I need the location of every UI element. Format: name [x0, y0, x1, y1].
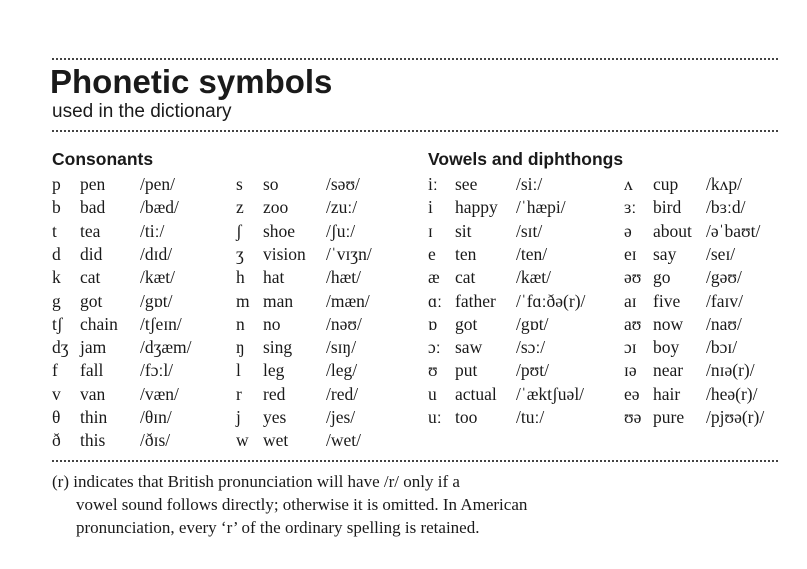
consonant-symbol: m	[236, 290, 250, 311]
consonant-symbol: g	[52, 290, 61, 311]
vowel-word: hair	[653, 383, 681, 404]
consonant-word: got	[80, 290, 103, 311]
vowel-ipa: /heə(r)/	[706, 383, 758, 404]
vowel-word: about	[653, 220, 692, 241]
vowel-ipa: /gɒt/	[516, 313, 549, 334]
consonant-word: thin	[80, 407, 108, 427]
vowel-word: boy	[653, 337, 680, 358]
vowel-word: ten	[455, 243, 477, 264]
vowel-symbol: aɪ	[624, 290, 637, 311]
consonant-ipa: /bæd/	[140, 197, 179, 218]
vowel-ipa: /sɪt/	[516, 220, 543, 241]
vowel-word: father	[455, 290, 496, 311]
vowel-ipa: /nɪə(r)/	[706, 360, 755, 381]
consonant-ipa: /wet/	[326, 430, 361, 451]
consonant-ipa: /hæt/	[326, 267, 362, 288]
consonant-ipa: /jes/	[326, 407, 356, 427]
vowel-symbol: ɪ	[428, 220, 433, 241]
consonant-word: van	[80, 383, 106, 404]
vowel-ipa: /naʊ/	[706, 313, 742, 334]
vowel-word: go	[653, 267, 671, 288]
vowel-ipa: /ˈæktʃuəl/	[516, 383, 585, 404]
consonant-word: bad	[80, 197, 106, 218]
consonant-word: zoo	[263, 197, 289, 218]
consonant-ipa: /nəʊ/	[326, 313, 362, 334]
vowel-symbol: ʊ	[428, 360, 438, 381]
vowel-word: cat	[455, 267, 476, 288]
vowel-word: sit	[455, 220, 472, 241]
vowel-ipa: /pjʊə(r)/	[706, 407, 765, 427]
vowel-symbol: æ	[428, 267, 440, 288]
vowel-ipa: /bɔɪ/	[706, 337, 738, 358]
consonant-word: cat	[80, 267, 101, 288]
consonant-ipa: /sɪŋ/	[326, 337, 357, 358]
consonant-word: sing	[263, 337, 293, 358]
vowel-ipa: /faɪv/	[706, 290, 743, 311]
page-subtitle: used in the dictionary	[52, 101, 232, 122]
vowel-ipa: /kʌp/	[706, 174, 742, 194]
consonant-symbol: v	[52, 383, 61, 404]
consonant-symbol: p	[52, 174, 61, 194]
consonant-symbol: b	[52, 197, 61, 218]
consonant-symbol: k	[52, 267, 61, 288]
consonant-ipa: /væn/	[140, 383, 179, 404]
vowel-symbol: ɒ	[428, 313, 438, 334]
consonant-ipa: /leg/	[326, 360, 358, 381]
consonant-symbol: h	[236, 267, 245, 288]
vowel-ipa: /bɜːd/	[706, 197, 746, 218]
consonant-symbol: d	[52, 243, 61, 264]
vowel-symbol: ʌ	[624, 174, 633, 194]
vowels-heading: Vowels and diphthongs	[428, 149, 624, 169]
vowel-word: got	[455, 313, 478, 334]
consonant-symbol: j	[236, 407, 241, 427]
consonant-word: vision	[263, 243, 306, 264]
page-title: Phonetic symbols	[50, 63, 333, 100]
vowel-symbol: i	[428, 197, 433, 218]
consonant-word: man	[263, 290, 294, 311]
vowel-ipa: /ten/	[516, 243, 548, 264]
footnote	[52, 470, 792, 539]
vowel-symbol: ʊə	[624, 407, 642, 427]
vowel-symbol: ɜː	[624, 197, 637, 218]
header-dotted-rule	[52, 130, 778, 132]
consonant-symbol: t	[52, 220, 57, 241]
vowel-word: bird	[653, 197, 682, 218]
consonant-symbol: f	[52, 360, 58, 381]
consonant-ipa: /tiː/	[140, 220, 165, 241]
vowel-word: actual	[455, 383, 497, 404]
consonant-ipa: /səʊ/	[326, 174, 360, 194]
vowel-symbol: ɔɪ	[624, 337, 637, 358]
vowel-word: happy	[455, 197, 498, 218]
consonant-ipa: /tʃeɪn/	[140, 313, 182, 334]
footnote-line-1: (r) indicates that British pronunciation will have /r/ only if a	[52, 472, 460, 491]
consonant-word: did	[80, 243, 103, 264]
vowel-word: say	[653, 243, 677, 264]
vowel-symbol: aʊ	[624, 313, 642, 334]
consonant-ipa: /fɔːl/	[140, 360, 174, 381]
consonant-ipa: /pen/	[140, 174, 175, 194]
consonant-symbol: θ	[52, 407, 61, 427]
consonant-word: so	[263, 174, 279, 194]
vowel-word: see	[455, 174, 478, 194]
consonant-ipa: /ʃuː/	[326, 220, 356, 241]
consonant-symbol: l	[236, 360, 241, 381]
vowel-word: put	[455, 360, 478, 381]
consonant-word: jam	[80, 337, 107, 358]
consonant-symbol: w	[236, 430, 249, 451]
vowel-symbol: iː	[428, 174, 438, 194]
vowel-symbol: ə	[624, 220, 632, 241]
consonant-ipa: /ðɪs/	[140, 430, 171, 451]
vowel-symbol: u	[428, 383, 437, 404]
vowel-symbol: uː	[428, 407, 442, 427]
vowel-ipa: /ˈhæpi/	[516, 197, 566, 218]
vowel-word: near	[653, 360, 684, 381]
consonant-symbol: z	[236, 197, 244, 218]
top-dotted-rule	[52, 58, 778, 60]
consonant-word: pen	[80, 174, 106, 194]
consonants-heading: Consonants	[52, 149, 154, 169]
vowel-ipa: /sɔː/	[516, 337, 546, 358]
vowel-symbol: eɪ	[624, 243, 637, 264]
consonant-word: wet	[263, 430, 289, 451]
consonant-ipa: /gɒt/	[140, 290, 173, 311]
vowel-symbol: eə	[624, 383, 640, 404]
footnote-line-2: vowel sound follows directly; otherwise it is omitted. In American	[76, 495, 528, 514]
vowel-ipa: /kæt/	[516, 267, 552, 288]
consonant-symbol: ŋ	[236, 337, 245, 358]
consonant-word: leg	[263, 360, 285, 381]
consonant-word: chain	[80, 313, 118, 334]
consonant-word: this	[80, 430, 106, 451]
consonant-word: yes	[263, 407, 287, 427]
consonant-ipa: /mæn/	[326, 290, 370, 311]
consonant-ipa: /zuː/	[326, 197, 358, 218]
vowel-ipa: /siː/	[516, 174, 543, 194]
vowel-ipa: /tuː/	[516, 407, 545, 427]
consonant-ipa: /dɪd/	[140, 243, 173, 264]
vowel-symbol: ɑː	[428, 290, 443, 311]
vowel-word: saw	[455, 337, 483, 358]
vowel-word: five	[653, 290, 681, 311]
consonant-symbol: ð	[52, 430, 61, 451]
consonant-symbol: n	[236, 313, 245, 334]
vowel-symbol: əʊ	[624, 267, 642, 288]
vowel-ipa: /ˈfɑːðə(r)/	[516, 290, 586, 311]
consonant-ipa: /dʒæm/	[140, 337, 192, 358]
vowel-symbol: e	[428, 243, 436, 264]
vowel-ipa: /seɪ/	[706, 243, 736, 264]
vowel-ipa: /gəʊ/	[706, 267, 742, 288]
vowel-symbol: ɔː	[428, 337, 441, 358]
consonant-word: red	[263, 383, 286, 404]
consonant-symbol: ʃ	[236, 220, 242, 241]
vowel-word: too	[455, 407, 478, 427]
consonant-symbol: dʒ	[52, 337, 69, 358]
vowel-ipa: /pʊt/	[516, 360, 549, 381]
footnote-line-3: pronunciation, every ‘r’ of the ordinary spelling is retained.	[76, 518, 480, 537]
vowel-symbol: ɪə	[624, 360, 637, 381]
consonant-symbol: s	[236, 174, 243, 194]
consonant-word: tea	[80, 220, 101, 241]
consonant-ipa: /red/	[326, 383, 359, 404]
vowel-word: pure	[653, 407, 685, 427]
consonant-symbol: tʃ	[52, 313, 63, 334]
consonant-ipa: /θɪn/	[140, 407, 172, 427]
consonant-word: hat	[263, 267, 285, 288]
vowel-word: now	[653, 313, 684, 334]
vowel-ipa: /əˈbaʊt/	[706, 220, 761, 241]
consonant-word: shoe	[263, 220, 296, 241]
footer-dotted-rule	[52, 460, 778, 462]
consonant-ipa: /ˈvɪʒn/	[326, 243, 372, 264]
consonant-word: no	[263, 313, 281, 334]
consonant-symbol: ʒ	[236, 243, 244, 264]
consonant-symbol: r	[236, 383, 242, 404]
consonant-word: fall	[80, 360, 104, 381]
vowel-word: cup	[653, 174, 679, 194]
consonant-ipa: /kæt/	[140, 267, 176, 288]
